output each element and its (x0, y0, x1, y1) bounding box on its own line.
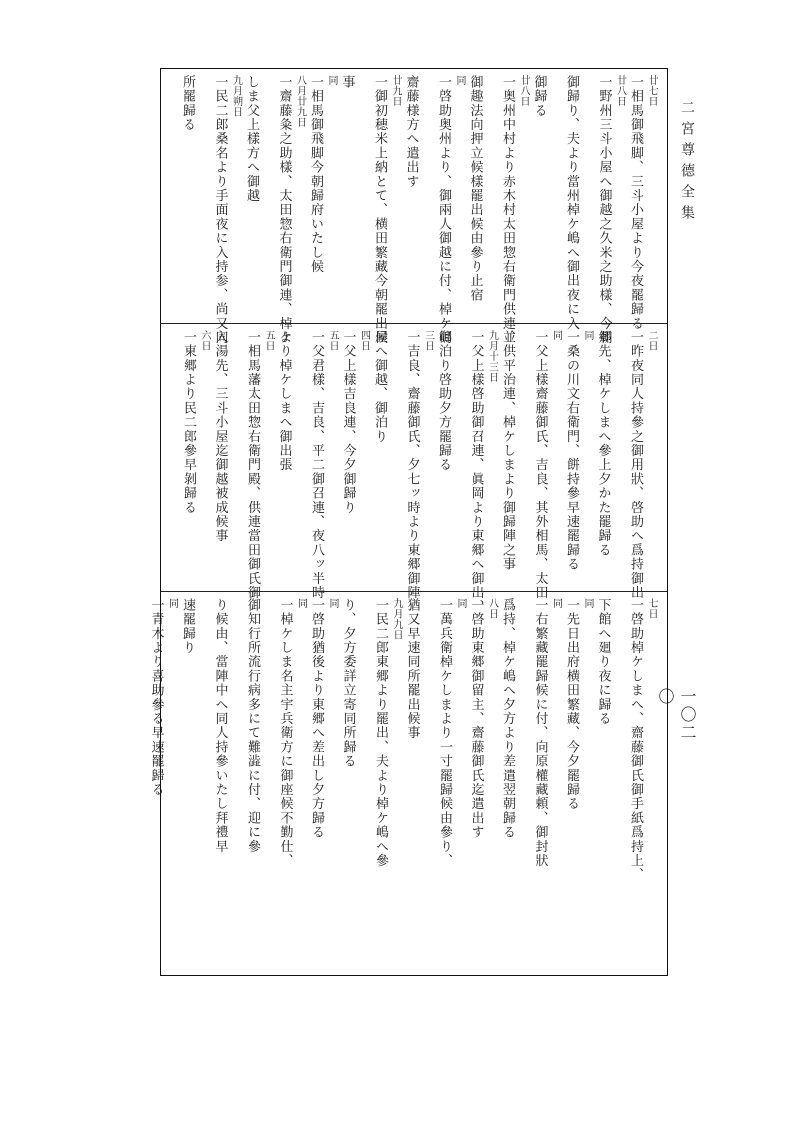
entry-continuation: 事 (339, 75, 355, 90)
entry-continuation: 入湯先、三斗小屋迄御越被成候事 (212, 330, 228, 543)
entry-continuation: 猶又早速同所罷出候事 (404, 598, 420, 740)
entry-continuation: 御泊り啓助夕方罷歸る (436, 330, 451, 472)
entry-date: 九月九日 (391, 598, 402, 640)
diary-entry: 一啓助猶後より東郷へ差出し夕方歸る (309, 598, 324, 840)
entry-continuation: 下館へ廻り夜に歸る (595, 598, 611, 726)
entry-continuation: 並供平治連、棹ケしまより御歸陣之事 (500, 330, 515, 572)
entry-date: 同 (327, 598, 338, 609)
entry-continuation: 郷先、棹ケしまへ參上夕かた罷歸る (595, 330, 611, 558)
diary-entry: 一先日出府横田繁藏、今夕罷歸る (564, 598, 579, 811)
diary-entry: 一父上樣齋藤御氏、吉良、其外相馬、太田 (532, 330, 548, 600)
entry-date: 廿九日 (390, 75, 401, 107)
diary-entry: 一齋藤粂之助樣、太田惣右衛門御連、棹ケ (276, 75, 292, 345)
entry-date: 三日 (422, 330, 434, 351)
entry-date: 八月廿九日 (294, 75, 306, 128)
entry-date: 同 (295, 598, 307, 609)
entry-date: 同 (582, 330, 593, 341)
entry-date: 同 (582, 598, 593, 609)
entry-date: 九月朔日 (230, 75, 242, 117)
entry-date: 同 (454, 75, 465, 86)
band-text (148, 598, 657, 969)
entry-date: 八日 (486, 598, 498, 619)
diary-entry: 一父上樣吉良連、今夕御歸り (340, 330, 356, 515)
diary-entry: 一萬兵衛棹ケしまより一寸罷歸候由參り、 (437, 598, 452, 868)
entry-continuation: 御歸る (531, 75, 547, 118)
entry-date: 六日 (199, 330, 210, 351)
diary-entry: 一啓助奥州より、御兩人御越に付、棹ケ嶋 (436, 75, 451, 345)
diary-entry: 一相馬藩太田惣右衛門殿、供連當田御氏御 (245, 330, 260, 600)
entry-date: 九月十三日 (486, 330, 498, 383)
diary-entry: 一野州三斗小屋へ御越之久米之助樣、今朝 (596, 75, 612, 345)
entry-date: 同 (550, 598, 562, 609)
diary-entry: 一父君樣、吉良、平二御召連、夜八ッ半時 (309, 330, 324, 600)
entry-date: 同 (455, 598, 466, 609)
diary-entry: 一奥州中村より赤木村太田惣右衛門供連、 (500, 75, 515, 345)
diary-entry: 一右繁藏罷歸候に付、向原權藏頼、御封狀 (532, 598, 548, 868)
entry-date: 同 (550, 330, 562, 341)
entry-continuation: り候由、當陣中へ同人持參いたし拜禮早 (212, 598, 228, 854)
diary-entry: 一御初穂米上納とて、横田繁藏今朝罷出候 (372, 75, 387, 345)
entry-continuation: 爲持、棹ケ嶋へ夕方より差遣翌朝歸る (500, 598, 515, 840)
diary-entry: 一父上樣啓助御召連、眞岡より東郷へ御出、 (468, 330, 484, 614)
diary-entry: 一青木より喜助參る早速罷歸る (148, 598, 164, 797)
entry-continuation: 所罷歸る (180, 75, 195, 132)
entry-date: 同 (166, 598, 178, 609)
entry-continuation: 御趣法向押立候樣罷出候由參り止宿 (467, 75, 483, 303)
entry-continuation: しま父上樣方へ御越 (244, 75, 259, 203)
entry-date: 五日 (327, 330, 338, 351)
entry-date: 二日 (646, 330, 657, 351)
entry-date: 廿八日 (614, 75, 626, 107)
entry-continuation: 齋藤様方へ遣出す (403, 75, 419, 189)
diary-entry: 一東郷より民二郎參早剝歸る (181, 330, 196, 515)
page-frame (148, 68, 668, 976)
diary-entry: 一相馬御飛脚今朝歸府いたし候 (308, 75, 323, 274)
diary-entry: 一相馬御飛脚、三斗小屋より今夜罷歸る (628, 75, 643, 331)
entry-date: 廿八日 (518, 75, 529, 107)
entry-continuation: 屋へ御越、御泊り (372, 330, 387, 444)
diary-entry: 一棹ケしま名主宇兵衛方に御座候不勤仕、 (277, 598, 293, 868)
page-number: 一〇二〇 (656, 688, 697, 742)
diary-entry: 一啓助棹ケしまへ、齋藤御氏御手紙爲持上、 (628, 598, 643, 882)
diary-entry: 一吉良、齋藤御氏、夕七ッ時より東郷御陣 (404, 330, 420, 600)
entry-date: 五日 (263, 330, 274, 351)
running-header-title: 二宮尊德全集 (679, 100, 695, 226)
entry-date: 廿七日 (646, 75, 657, 107)
diary-entry: 一民二郎桑名より手面夜に入持参、尚又同 (212, 75, 228, 345)
diary-entry: 一桑の川文右衛門、餅持參早速罷歸る (564, 330, 579, 572)
diary-entry: 一昨夜同人持參之御用狀、啓助へ爲持御出 (628, 330, 643, 600)
diary-entry: 一啓助東郷御留主、齋藤御氏迄遣出す (468, 598, 484, 840)
diary-entry: 一民二郎東郷より罷出、夫より棹ケ嶋へ參 (373, 598, 388, 868)
entry-continuation: より棹ケしまへ御出張 (276, 330, 292, 472)
entry-continuation: 御知行所流行病多にて難澁に付、迎に參 (245, 598, 260, 854)
entry-continuation: 速罷歸り (180, 598, 195, 655)
entry-continuation: 御歸り、夫より當州棹ケ嶋へ御出夜に入 (564, 75, 579, 331)
entry-continuation: り、夕方委詳立寄同所歸る (340, 598, 356, 769)
diary-band-bottom (148, 591, 667, 975)
entry-date: 四日 (358, 330, 370, 351)
entry-date: 同 (326, 75, 337, 86)
entry-date: 七日 (646, 598, 657, 619)
